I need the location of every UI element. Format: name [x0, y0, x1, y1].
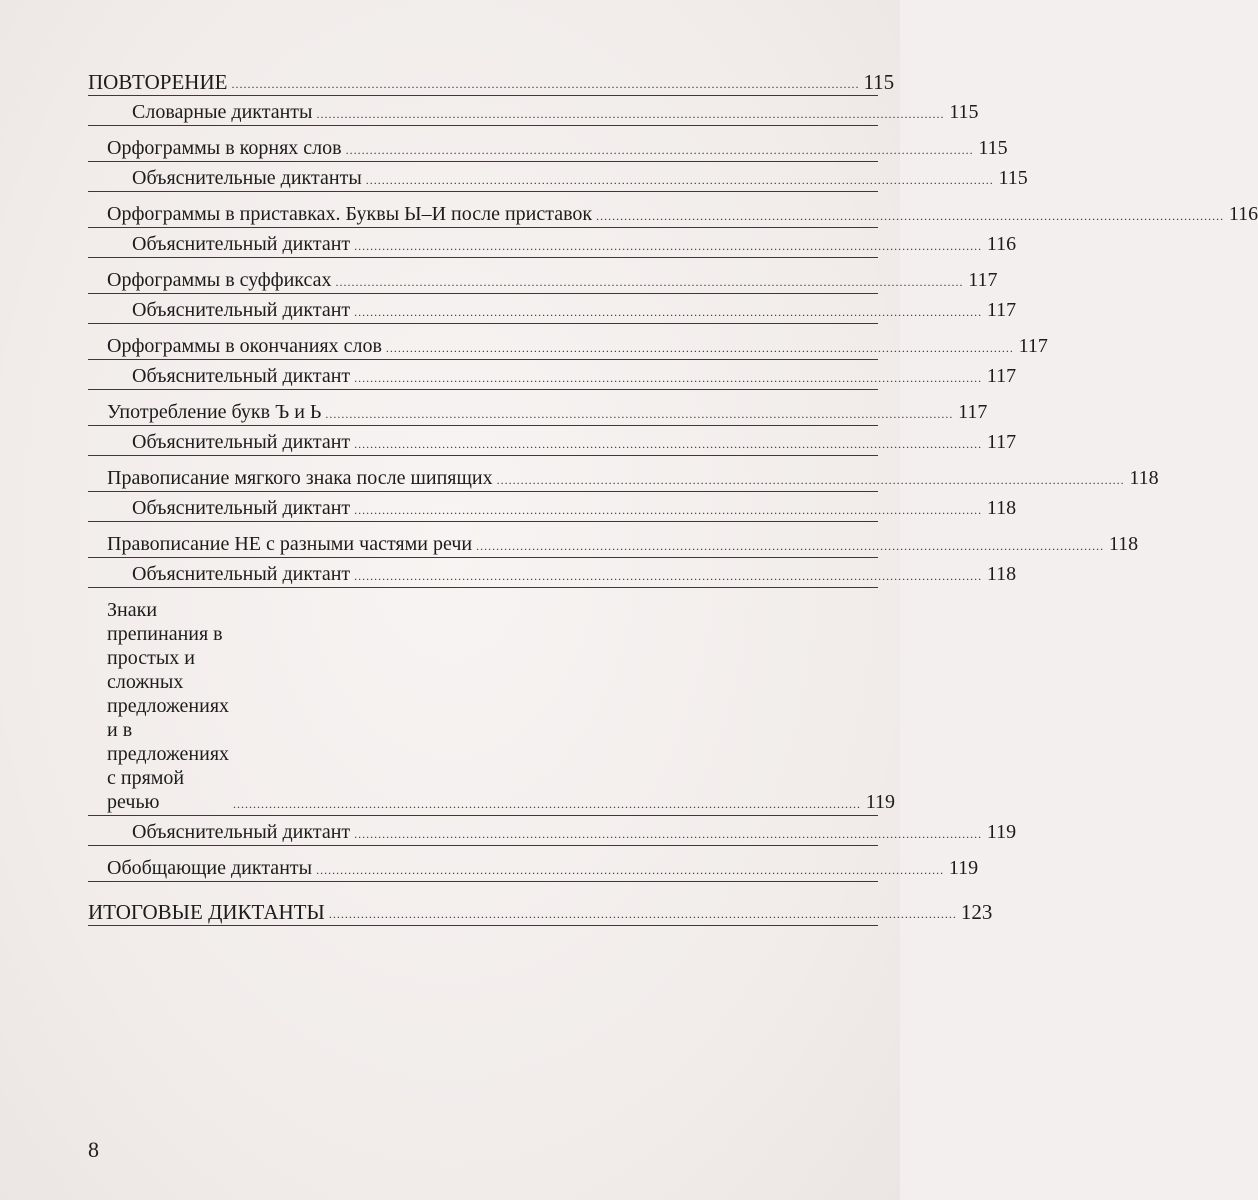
leader-dots: .............................................................................................................................................................	[596, 209, 1225, 223]
toc-entry-title: Орфограммы в суффиксах	[107, 269, 332, 291]
toc-entry	[88, 96, 979, 126]
toc-entry-page: 116	[1228, 203, 1258, 225]
toc-entry	[88, 198, 1258, 228]
toc-entry-title: Правописание мягкого знака после шипящих	[107, 467, 493, 489]
toc-entry	[88, 396, 988, 426]
toc-entry	[88, 594, 896, 816]
toc-entry	[88, 294, 1017, 324]
toc-entry-page: 123	[960, 900, 993, 924]
toc-entry-title: Орфограммы в окончаниях слов	[107, 335, 382, 357]
leader-dots: .............................................................................................................................................................	[354, 503, 983, 517]
toc-entry	[88, 492, 1017, 522]
toc-entry-title: Объяснительный диктант	[132, 365, 351, 387]
leader-dots: .............................................................................................................................................................	[354, 437, 983, 451]
toc-entry-page: 117	[1018, 335, 1048, 357]
toc-entry	[88, 896, 993, 926]
leader-dots: .............................................................................................................................................................	[316, 107, 945, 121]
toc-entry-page: 118	[1129, 467, 1159, 489]
toc-entry	[88, 852, 979, 882]
toc-entry	[88, 162, 1028, 192]
toc-entry	[88, 816, 1017, 846]
toc-entry-title: Орфограммы в корнях слов	[107, 137, 342, 159]
leader-dots: .............................................................................................................................................................	[476, 539, 1105, 553]
toc-entry-title: Объяснительный диктант	[132, 821, 351, 843]
leader-dots: .............................................................................................................................................................	[231, 77, 860, 91]
leader-dots: .............................................................................................................................................................	[335, 275, 964, 289]
page-number: 8	[88, 1137, 99, 1162]
toc-entry-title: Объяснительный диктант	[132, 497, 351, 519]
toc-entry	[88, 426, 1017, 456]
leader-dots: .............................................................................................................................................................	[354, 239, 983, 253]
toc-entry-title: Знаки препинания в простых и сложных предложениях и в предложениях с прямой речью	[107, 599, 230, 813]
toc-entry-page: 117	[986, 365, 1017, 387]
toc-entry-title: Объяснительные диктанты	[132, 167, 362, 189]
toc-entry	[88, 66, 895, 96]
toc-entry-title: ПОВТОРЕНИЕ	[88, 70, 228, 94]
leader-dots: .............................................................................................................................................................	[385, 341, 1014, 355]
toc-entry-page: 119	[986, 821, 1017, 843]
toc-entry-title: ИТОГОВЫЕ ДИКТАНТЫ	[88, 900, 325, 924]
toc-entry	[88, 264, 998, 294]
toc-entry-page: 119	[865, 791, 896, 813]
leader-dots: .............................................................................................................................................................	[345, 143, 974, 157]
toc-entry-title: Правописание НЕ с разными частями речи	[107, 533, 473, 555]
toc-entry-page: 117	[986, 299, 1017, 321]
toc-entry-title: Словарные диктанты	[132, 101, 313, 123]
leader-dots: .............................................................................................................................................................	[233, 797, 862, 811]
toc-entry-page: 117	[986, 431, 1017, 453]
toc-entry-title: Объяснительный диктант	[132, 431, 351, 453]
leader-dots: .............................................................................................................................................................	[354, 305, 983, 319]
leader-dots: .............................................................................................................................................................	[354, 371, 983, 385]
leader-dots: .............................................................................................................................................................	[365, 173, 994, 187]
toc-entry	[88, 462, 1159, 492]
toc-entry	[88, 528, 1139, 558]
toc-entry-title: Обобщающие диктанты	[107, 857, 313, 879]
toc-entry	[88, 330, 1048, 360]
toc-entry-title: Употребление букв Ъ и Ь	[107, 401, 322, 423]
toc-entry-page: 115	[949, 101, 979, 123]
toc-entry	[88, 132, 1008, 162]
toc-entry-page: 115	[998, 167, 1028, 189]
leader-dots: .............................................................................................................................................................	[316, 863, 945, 877]
toc-entry-title: Объяснительный диктант	[132, 563, 351, 585]
toc-entry-page: 117	[958, 401, 988, 423]
leader-dots: .............................................................................................................................................................	[354, 827, 983, 841]
toc-entry-page: 118	[1108, 533, 1139, 555]
toc-entry-page: 117	[968, 269, 998, 291]
toc-entry-title: Объяснительный диктант	[132, 233, 351, 255]
toc-entry-page: 118	[986, 497, 1017, 519]
leader-dots: .............................................................................................................................................................	[325, 407, 954, 421]
toc-entry	[88, 558, 1017, 588]
toc-entry-page: 118	[986, 563, 1017, 585]
toc-entry-page: 115	[978, 137, 1008, 159]
table-of-contents	[88, 66, 1258, 926]
toc-entry	[88, 360, 1017, 390]
leader-dots: .............................................................................................................................................................	[354, 569, 983, 583]
leader-dots: .............................................................................................................................................................	[496, 473, 1125, 487]
toc-entry-page: 119	[948, 857, 979, 879]
toc-entry-page: 116	[986, 233, 1017, 255]
toc-entry-title: Орфограммы в приставках. Буквы Ы–И после приставок	[107, 203, 593, 225]
toc-entry-page: 115	[863, 70, 895, 94]
leader-dots: .............................................................................................................................................................	[328, 907, 957, 921]
toc-entry	[88, 228, 1017, 258]
toc-entry-title: Объяснительный диктант	[132, 299, 351, 321]
